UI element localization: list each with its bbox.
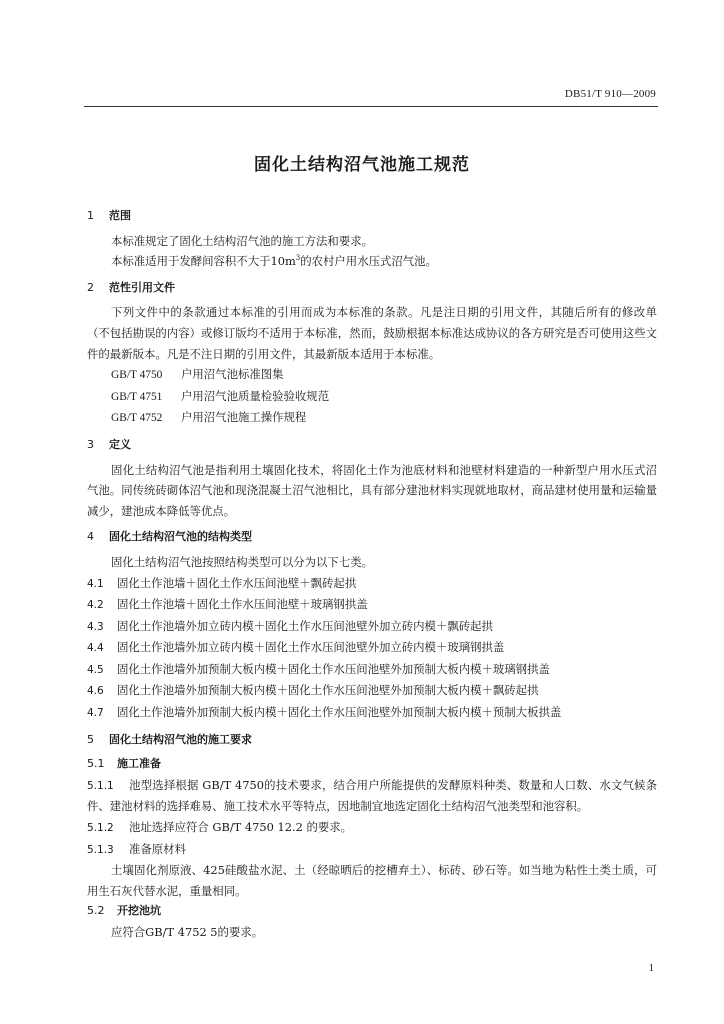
subsection-number: 5.2 (87, 904, 105, 918)
list-item (87, 680, 657, 702)
item-text: 固化土作池墙＋固化土作水压间池壁＋飘砖起拱 (117, 575, 357, 590)
list-item (87, 637, 657, 659)
superscript: 3 (295, 254, 301, 263)
text-run: 的农村户用水压式沼气池。 (300, 254, 437, 269)
item-text: 固化土作池墙外加预制大板内模＋固化土作水压间池壁外加预制大板内模＋玻璃钢拱盖 (117, 661, 550, 676)
header-divider (84, 106, 658, 107)
list-item (87, 573, 657, 595)
section-title: 范性引用文件 (109, 280, 175, 294)
clause-text: 池址选择应符合 GB/T 4750 12.2 的要求。 (129, 820, 353, 835)
section-number: 3 (87, 437, 94, 451)
item-number: 4.7 (87, 707, 104, 720)
paragraph: 下列文件中的条款通过本标准的引用而成为本标准的条款。凡是注日期的引用文件，其随后所有的修改单（不包括勘误的内容）或修订版均不适用于本标准，然而，鼓励根据本标准达成协议的各方研究是否可使用这些文件的最新版本。凡是不注日期的引用文件，其最新版本适用于本标准。 (87, 305, 657, 361)
item-number: 4.5 (87, 663, 104, 676)
list-item (87, 659, 657, 681)
paragraph: 固化土结构沼气池按照结构类型可以分为以下七类。 (111, 554, 373, 569)
section-title: 定义 (109, 437, 131, 451)
reference-item (87, 386, 657, 408)
paragraph: 固化土结构沼气池是指利用土壤固化技术，将固化土作为池底材料和池壁材料建造的一种新型户用水压式沼气池。同传统砖砌体沼气池和现浇混凝土沼气池相比，具有部分建池材料实现就地取材，商品建材使用量和运输量减少，建池成本降低等优点。 (87, 462, 657, 518)
item-text: 固化土作池墙外加预制大板内模＋固化土作水压间池壁外加预制大板内模＋预制大板拱盖 (117, 705, 562, 720)
reference-item (87, 364, 657, 386)
section-heading-1 (87, 206, 657, 227)
paragraph: 本标准规定了固化土结构沼气池的施工方法和要求。 (111, 233, 373, 248)
section-heading-4 (87, 527, 657, 548)
reference-code: GB/T 4752 (111, 412, 163, 425)
section-heading-3 (87, 435, 657, 456)
section-number: 4 (87, 530, 94, 544)
item-number: 4.4 (87, 642, 104, 655)
section-number: 1 (87, 209, 94, 222)
item-number: 4.2 (87, 599, 104, 612)
section-heading-5 (87, 730, 657, 751)
reference-name: 户用沼气池质量检验验收规范 (181, 388, 330, 403)
item-number: 4.3 (87, 620, 104, 633)
subsection-heading (87, 754, 657, 775)
paragraph: 土壤固化剂原液、425硅酸盐水泥、土（经晾晒后的挖槽弃土）、标砖、砂石等。如当地为粘性土类土质，可用生石灰代替水泥，重量相同。 (87, 863, 657, 898)
section-title: 固化土结构沼气池的结构类型 (109, 530, 252, 544)
subsection-title: 施工准备 (117, 757, 161, 771)
clause (87, 839, 657, 861)
clause-number: 5.1.3 (87, 843, 114, 856)
clause-title: 准备原材料 (129, 841, 186, 856)
list-item (87, 702, 657, 724)
clause-text: 池型选择根据 GB/T 4750的技术要求，结合用户所能提供的发酵原料种类、数量和人口数、水文气候条件、建池材料的选择难易、施工技术水平等特点，因地制宜地选定固化土结构沼气池类型和池容积。 (87, 777, 657, 814)
reference-code: GB/T 4751 (111, 390, 163, 403)
clause (87, 775, 657, 817)
item-text: 固化土作池墙＋固化土作水压间池壁＋玻璃钢拱盖 (117, 597, 368, 612)
section-number: 5 (87, 732, 94, 746)
reference-item (87, 407, 657, 429)
text-run: 本标准适用于发酵间容积不大于10m (111, 254, 296, 269)
page-number: 1 (648, 962, 654, 974)
subsection-number: 5.1 (87, 757, 105, 771)
item-text: 固化土作池墙外加立砖内模＋固化土作水压间池壁外加立砖内模＋玻璃钢拱盖 (117, 640, 505, 655)
clause-number: 5.1.1 (87, 779, 114, 792)
item-text: 固化土作池墙外加预制大板内模＋固化土作水压间池壁外加预制大板内模＋飘砖起拱 (117, 683, 539, 698)
section-heading-2 (87, 278, 657, 299)
reference-code: GB/T 4750 (111, 369, 163, 382)
item-number: 4.1 (87, 577, 104, 590)
section-title: 范围 (109, 209, 131, 222)
list-item (87, 616, 657, 638)
list-item (87, 594, 657, 616)
paragraph (87, 251, 657, 272)
subsection-heading (87, 901, 657, 922)
item-text: 固化土作池墙外加立砖内模＋固化土作水压间池壁外加立砖内模＋飘砖起拱 (117, 618, 493, 633)
clause-number: 5.1.2 (87, 822, 114, 835)
reference-name: 户用沼气池标准图集 (181, 367, 284, 382)
paragraph: 应符合GB/T 4752 5的要求。 (111, 925, 264, 939)
reference-name: 户用沼气池施工操作规程 (181, 410, 307, 425)
subsection-title: 开挖池坑 (117, 904, 161, 918)
section-title: 固化土结构沼气池的施工要求 (109, 732, 252, 746)
document-title: 固化土结构沼气池施工规范 (254, 155, 470, 175)
item-number: 4.6 (87, 685, 104, 698)
standard-code: DB51/T 910—2009 (564, 88, 656, 100)
section-number: 2 (87, 280, 94, 294)
document-body (87, 206, 657, 943)
clause (87, 817, 657, 839)
